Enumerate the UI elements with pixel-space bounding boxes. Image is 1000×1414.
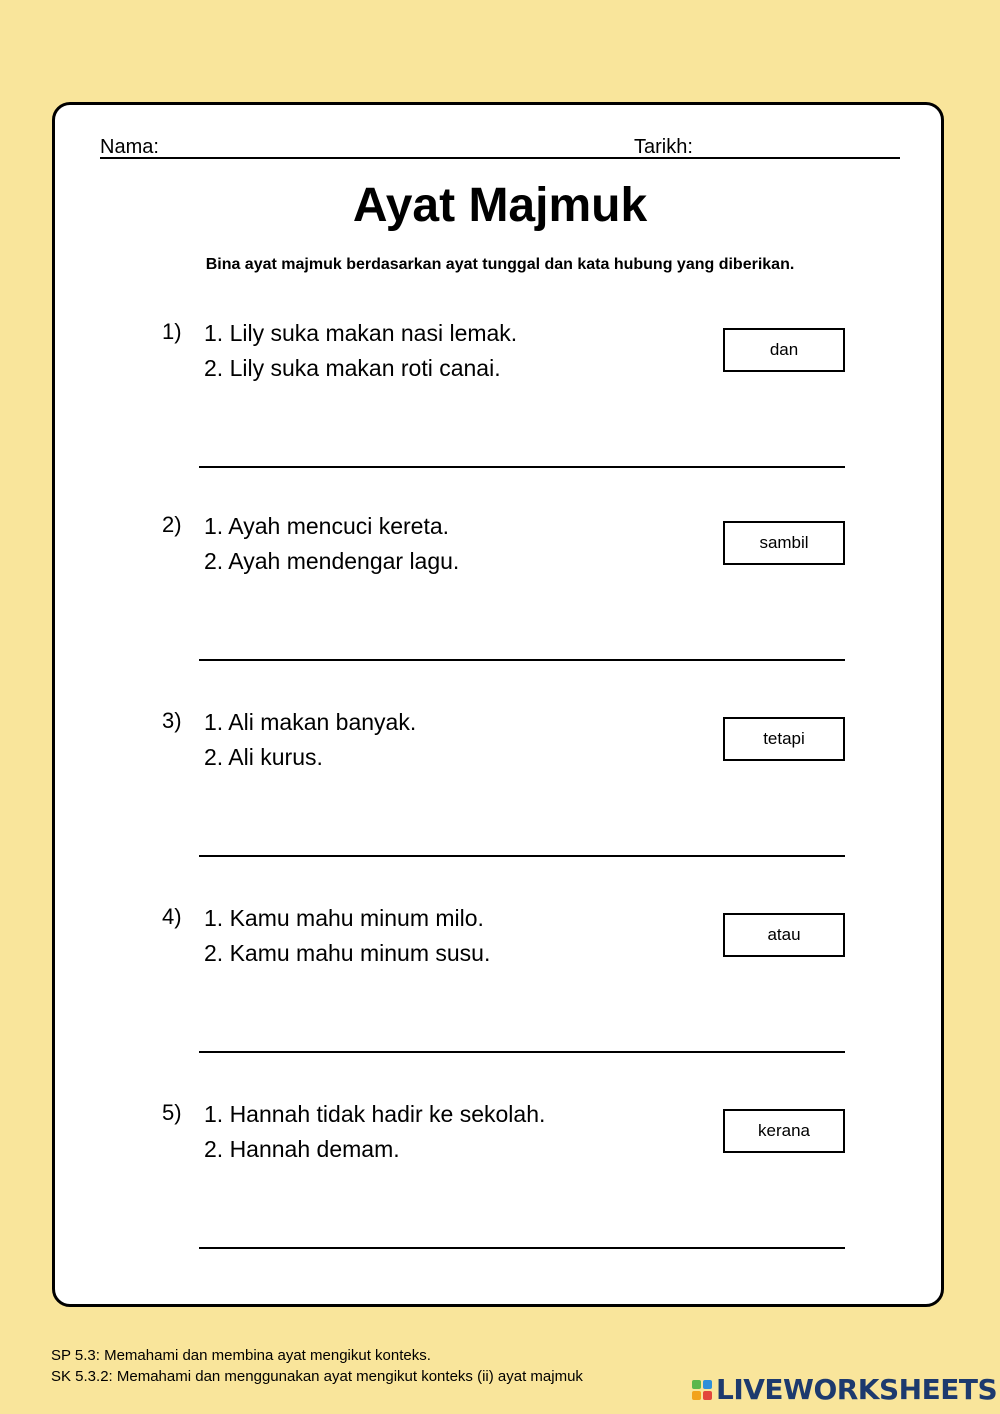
header-line-join: [630, 157, 700, 159]
liveworksheets-logo-icon: [692, 1380, 712, 1400]
sentence-one: 1. Lily suka makan nasi lemak.: [204, 320, 518, 346]
question-4: [0, 903, 1000, 1093]
question-5: [0, 1099, 1000, 1289]
answer-line[interactable]: [199, 1051, 845, 1053]
conjunction-box: kerana: [723, 1109, 845, 1153]
sentence-one: 1. Ali makan banyak.: [204, 709, 417, 735]
sentence-two: 2. Ali kurus.: [204, 744, 323, 770]
footer-sk-standard: SK 5.3.2: Memahami dan menggunakan ayat mengikut konteks (ii) ayat majmuk: [51, 1368, 583, 1385]
question-1: [0, 318, 1000, 508]
question-number: 2): [162, 512, 182, 537]
date-input-line[interactable]: [700, 157, 900, 159]
conjunction-box: sambil: [723, 521, 845, 565]
date-label: Tarikh:: [634, 136, 693, 158]
answer-line[interactable]: [199, 466, 845, 468]
liveworksheets-logo[interactable]: [692, 1373, 997, 1407]
name-label: Nama:: [100, 136, 159, 158]
question-number: 4): [162, 904, 182, 929]
conjunction-box: dan: [723, 328, 845, 372]
sentence-one: 1. Kamu mahu minum milo.: [204, 905, 484, 931]
conjunction-box: atau: [723, 913, 845, 957]
answer-line[interactable]: [199, 659, 845, 661]
sentence-two: 2. Hannah demam.: [204, 1136, 400, 1162]
conjunction-box: tetapi: [723, 717, 845, 761]
question-2: [0, 511, 1000, 701]
sentence-one: 1. Hannah tidak hadir ke sekolah.: [204, 1101, 546, 1127]
question-number: 5): [162, 1100, 182, 1125]
answer-line[interactable]: [199, 855, 845, 857]
sentence-two: 2. Lily suka makan roti canai.: [204, 355, 501, 381]
answer-line[interactable]: [199, 1247, 845, 1249]
page-title: Ayat Majmuk: [352, 179, 648, 232]
question-3: [0, 707, 1000, 897]
name-input-line[interactable]: [100, 157, 630, 159]
footer-sp-standard: SP 5.3: Memahami dan membina ayat mengikut konteks.: [51, 1347, 431, 1364]
sentence-one: 1. Ayah mencuci kereta.: [204, 513, 450, 539]
logo-text: LIVEWORKSHEETS: [716, 1373, 998, 1406]
question-number: 1): [162, 319, 182, 344]
question-number: 3): [162, 708, 182, 733]
sentence-two: 2. Kamu mahu minum susu.: [204, 940, 491, 966]
sentence-two: 2. Ayah mendengar lagu.: [204, 548, 460, 574]
instruction-text: Bina ayat majmuk berdasarkan ayat tunggal dan kata hubung yang diberikan.: [205, 256, 795, 273]
